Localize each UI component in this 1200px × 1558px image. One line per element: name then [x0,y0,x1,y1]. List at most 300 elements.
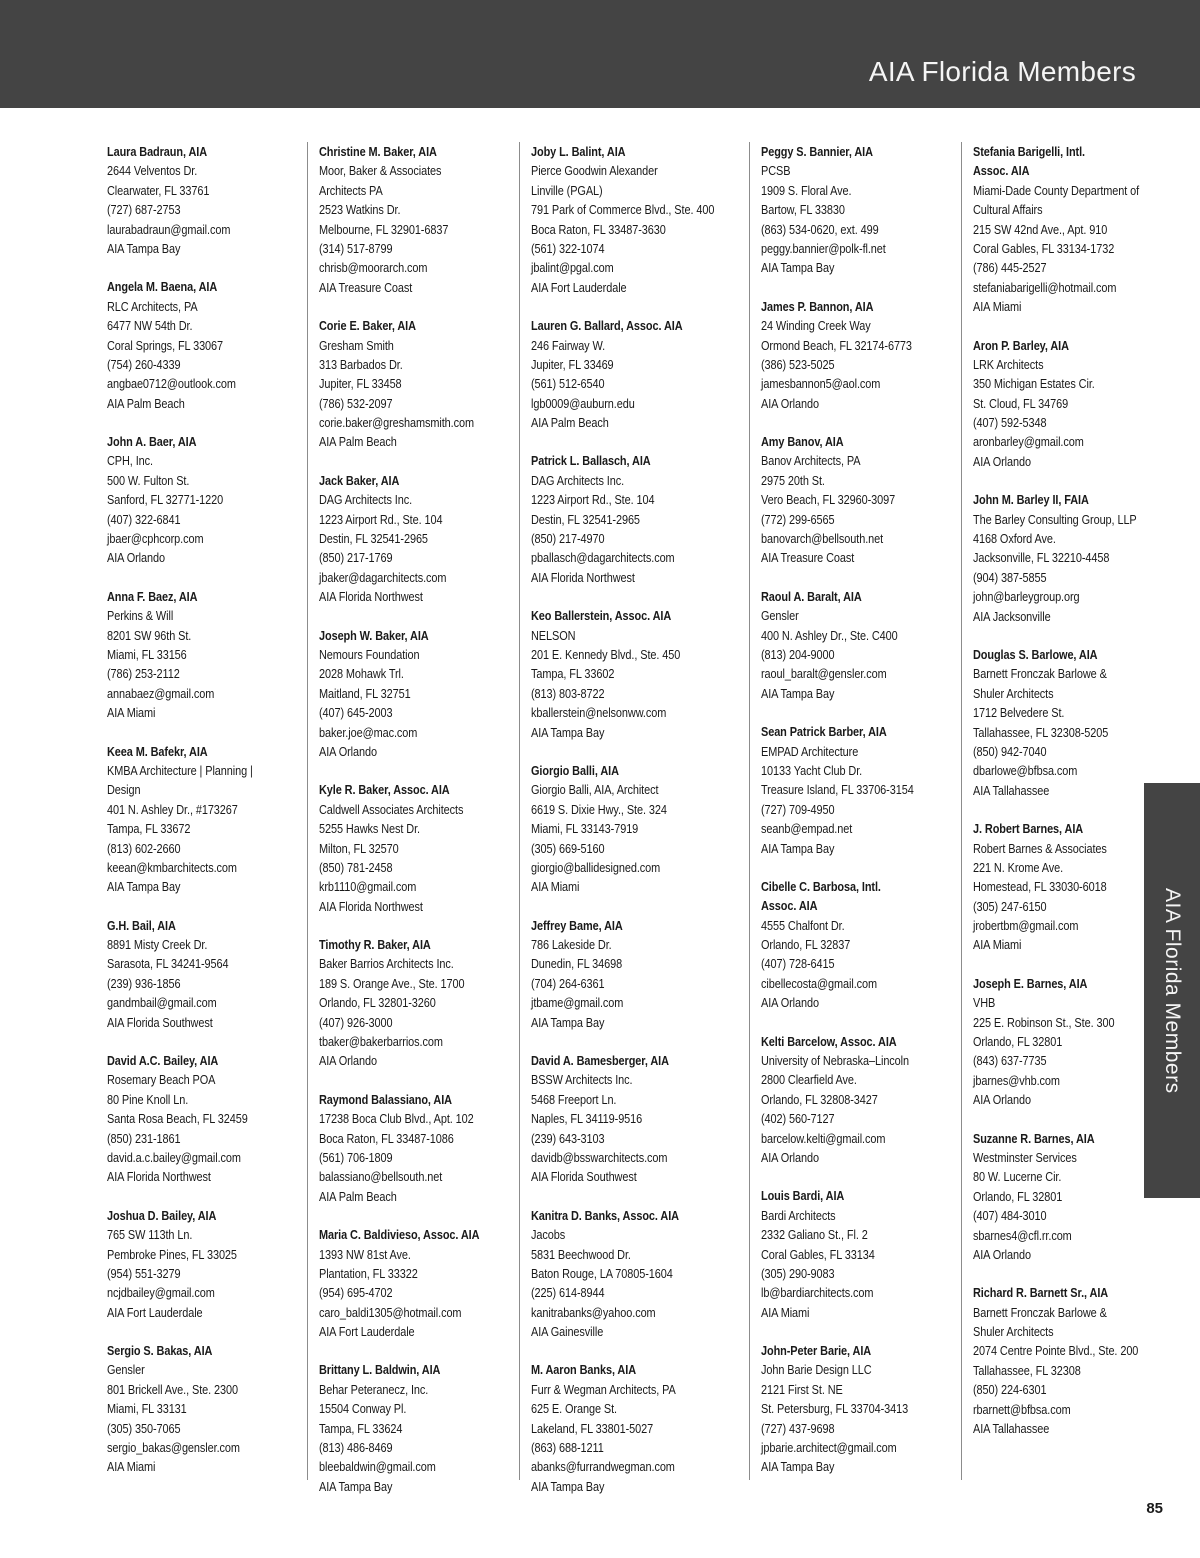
member-name: Raymond Balassiano, AIA [318,1091,452,1107]
member-name: Anna F. Baez, AIA [107,588,198,604]
member-entry [107,1341,307,1477]
member-name: Cibelle C. Barbosa, Intl. [760,878,881,894]
member-detail-line: 246 Fairway W. [530,337,606,353]
member-name: G.H. Bail, AIA [107,917,176,933]
member-detail-line: AIA Treasure Coast [760,550,854,566]
member-detail-line: Shuler Architects [972,685,1054,701]
member-name: Peggy S. Bannier, AIA [760,144,873,159]
member-detail-line: Barnett Fronczak Barlowe & [972,666,1107,682]
member-detail-line: david.a.c.bailey@gmail.com [107,1149,241,1165]
member-detail-line: 2332 Galiano St., Fl. 2 [760,1227,868,1243]
member-detail-line: Plantation, FL 33322 [318,1265,418,1281]
member-name: Timothy R. Baker, AIA [318,937,431,953]
member-detail-line: jbaer@cphcorp.com [107,531,204,547]
member-detail-line: raoul_baralt@gensler.com [760,666,887,682]
member-detail-line: (772) 299-6565 [760,511,835,527]
member-detail-line: Robert Barnes & Associates [972,840,1107,856]
member-detail-line: Westminster Services [972,1149,1077,1165]
member-detail-line: Architects PA [318,182,383,198]
member-entry [761,722,961,858]
member-detail-line: (863) 534-0620, ext. 499 [760,221,879,237]
member-name: Laura Badraun, AIA [107,144,208,159]
member-detail-line: Perkins & Will [107,608,174,624]
member-detail-line: Caldwell Associates Architects [318,801,464,817]
member-detail-line: (954) 695-4702 [318,1285,393,1301]
member-detail-line: (407) 592-5348 [972,415,1047,431]
member-detail-line: (407) 926-3000 [318,1014,393,1030]
member-detail-line: Linville (PGAL) [530,182,603,198]
member-detail-line: 2523 Watkins Dr. [318,202,401,218]
member-detail-line: (727) 437-9698 [760,1420,835,1436]
member-detail-line: Treasure Island, FL 33706-3154 [760,782,914,798]
member-detail-line: AIA Palm Beach [107,395,185,411]
member-detail-line: Milton, FL 32570 [318,840,399,856]
member-name: Keo Ballerstein, Assoc. AIA [530,608,672,624]
member-entry [107,277,307,413]
member-detail-line: (386) 523-5025 [760,356,835,372]
page-header-band [0,0,1200,108]
member-detail-line: AIA Tampa Bay [760,685,835,701]
member-name: Kyle R. Baker, Assoc. AIA [318,782,450,798]
member-detail-line: 201 E. Kennedy Blvd., Ste. 450 [530,646,681,662]
member-detail-line: Bardi Architects [760,1207,836,1223]
member-detail-line: AIA Florida Northwest [107,1169,211,1185]
member-detail-line: AIA Tallahassee [972,1421,1050,1437]
member-entry [531,916,749,1032]
member-name: Patrick L. Ballasch, AIA [530,453,651,469]
member-detail-line: VHB [972,995,995,1011]
member-detail-line: Baker Barrios Architects Inc. [318,956,454,972]
member-detail-line: AIA Orlando [760,1149,819,1165]
member-detail-line: (225) 614-8944 [530,1285,605,1301]
member-detail-line: caro_baldi1305@hotmail.com [318,1304,462,1320]
member-detail-line: 1223 Airport Rd., Ste. 104 [318,511,443,527]
member-detail-line: 6619 S. Dixie Hwy., Ste. 324 [530,801,667,817]
member-detail-line: (850) 217-4970 [530,531,605,547]
member-entry [973,1283,1173,1438]
member-detail-line: Miami, FL 33143-7919 [530,821,639,837]
member-detail-line: AIA Miami [107,1459,156,1475]
member-detail-line: Jupiter, FL 33469 [530,356,614,372]
member-detail-line: Jacksonville, FL 32210-4458 [972,550,1110,566]
member-detail-line: 5831 Beechwood Dr. [530,1246,631,1262]
directory-column-4 [761,142,962,1480]
member-entry [761,877,961,1013]
member-detail-line: 625 E. Orange St. [530,1401,617,1417]
member-detail-line: EMPAD Architecture [760,743,859,759]
member-detail-line: bleebaldwin@gmail.com [318,1459,436,1475]
member-entry [319,1225,519,1341]
member-detail-line: Gensler [107,1362,145,1378]
member-detail-line: jrobertbm@gmail.com [972,918,1079,934]
member-entry [531,316,749,432]
member-entry [107,916,307,1032]
member-detail-line: tbaker@bakerbarrios.com [318,1034,443,1050]
member-detail-line: Cultural Affairs [972,202,1043,218]
member-detail-line: 10133 Yacht Club Dr. [760,762,862,778]
member-detail-line: AIA Orlando [107,550,165,566]
member-detail-line: (305) 290-9083 [760,1265,835,1281]
member-detail-line: (727) 709-4950 [760,801,835,817]
member-name: Suzanne R. Barnes, AIA [972,1130,1095,1146]
member-detail-line: AIA Orlando [760,995,819,1011]
member-detail-line: Miami, FL 33131 [107,1401,187,1417]
member-detail-line: 2644 Velventos Dr. [107,163,198,179]
member-name: Kanitra D. Banks, Assoc. AIA [530,1207,679,1223]
member-detail-line: (407) 322-6841 [107,511,181,527]
member-detail-line: 2074 Centre Pointe Blvd., Ste. 200 [972,1343,1139,1359]
member-detail-line: 80 W. Lucerne Cir. [972,1169,1062,1185]
member-detail-line: AIA Fort Lauderdale [530,279,627,295]
member-detail-line: john@barleygroup.org [972,589,1080,605]
member-detail-line: DAG Architects Inc. [530,472,625,488]
member-detail-line: laurabadraun@gmail.com [107,221,231,237]
member-detail-line: 401 N. Ashley Dr., #173267 [107,801,238,817]
member-detail-line: (843) 637-7735 [972,1053,1047,1069]
member-name: Maria C. Baldivieso, Assoc. AIA [318,1227,480,1243]
member-detail-line: University of Nebraska–Lincoln [760,1053,909,1069]
member-entry [531,451,749,587]
directory-column-1 [107,142,308,1480]
member-detail-line: (561) 512-6540 [530,376,605,392]
member-detail-line: seanb@empad.net [760,821,852,837]
member-detail-line: gandmbail@gmail.com [107,995,217,1011]
member-detail-line: (402) 560-7127 [760,1111,835,1127]
member-detail-line: Behar Peteranecz, Inc. [318,1381,429,1397]
member-detail-line: AIA Miami [972,299,1022,315]
member-detail-line: (813) 486-8469 [318,1440,393,1456]
member-entry [319,316,519,452]
member-detail-line: Giorgio Balli, AIA, Architect [530,782,659,798]
member-detail-line: (754) 260-4339 [107,356,181,372]
member-detail-line: 4555 Chalfont Dr. [760,917,845,933]
member-detail-line: 4168 Oxford Ave. [972,531,1056,547]
member-detail-line: 2800 Clearfield Ave. [760,1072,857,1088]
member-detail-line: dbarlowe@bfbsa.com [972,763,1078,779]
member-entry [319,142,519,297]
member-entry [319,471,519,607]
member-detail-line: AIA Palm Beach [318,434,397,450]
member-detail-line: AIA Florida Southwest [107,1014,213,1030]
member-entry [761,142,961,278]
member-detail-line: AIA Palm Beach [530,415,609,431]
member-entry [319,1360,519,1496]
member-detail-line: Sanford, FL 32771-1220 [107,492,224,508]
member-name: Assoc. AIA [972,163,1030,179]
member-entry [531,142,749,297]
member-name: J. Robert Barnes, AIA [972,821,1083,837]
member-name: David A.C. Bailey, AIA [107,1053,219,1069]
member-entry [107,1051,307,1187]
member-detail-line: 791 Park of Commerce Blvd., Ste. 400 [530,202,715,218]
member-detail-line: 17238 Boca Club Blvd., Apt. 102 [318,1111,474,1127]
member-entry [107,432,307,568]
member-entry [319,1090,519,1206]
directory-columns [107,142,1164,1494]
member-detail-line: barcelow.kelti@gmail.com [760,1130,886,1146]
member-detail-line: AIA Tallahassee [972,782,1050,798]
member-detail-line: 1712 Belvedere St. [972,705,1065,721]
member-entry [761,1341,961,1477]
member-entry [761,587,961,703]
member-detail-line: Gresham Smith [318,337,394,353]
member-detail-line: (813) 602-2660 [107,840,181,856]
member-detail-line: Maitland, FL 32751 [318,685,411,701]
member-name: Christine M. Baker, AIA [318,144,437,159]
member-detail-line: St. Cloud, FL 34769 [972,395,1068,411]
member-detail-line: 1393 NW 81st Ave. [318,1246,411,1262]
member-detail-line: NELSON [530,627,576,643]
member-detail-line: sbarnes4@cfl.rr.com [972,1227,1072,1243]
member-detail-line: Gensler [760,608,799,624]
member-name: Louis Bardi, AIA [760,1188,844,1204]
member-detail-line: ncjdbailey@gmail.com [107,1285,215,1301]
member-name: John-Peter Barie, AIA [760,1343,871,1359]
member-entry [761,1032,961,1168]
member-detail-line: (407) 728-6415 [760,956,835,972]
member-detail-line: Miami, FL 33156 [107,646,187,662]
member-detail-line: corie.baker@greshamsmith.com [318,415,474,431]
member-detail-line: (305) 247-6150 [972,898,1047,914]
member-name: Keea M. Bafekr, AIA [107,743,208,759]
member-detail-line: Boca Raton, FL 33487-1086 [318,1130,454,1146]
member-detail-line: abanks@furrandwegman.com [530,1459,675,1475]
member-detail-line: Pembroke Pines, FL 33025 [107,1246,237,1262]
member-detail-line: 5468 Freeport Ln. [530,1091,617,1107]
member-detail-line: (850) 231-1861 [107,1130,181,1146]
member-detail-line: Sarasota, FL 34241-9564 [107,956,229,972]
member-entry [319,935,519,1071]
member-name: Raoul A. Baralt, AIA [760,588,862,604]
member-detail-line: Lakeland, FL 33801-5027 [530,1420,654,1436]
member-detail-line: AIA Miami [972,937,1022,953]
member-detail-line: 215 SW 42nd Ave., Apt. 910 [972,221,1107,237]
member-detail-line: LRK Architects [972,356,1044,372]
member-detail-line: AIA Florida Northwest [530,569,635,585]
member-name: Joseph W. Baker, AIA [318,627,429,643]
member-detail-line: (239) 643-3103 [530,1130,605,1146]
member-detail-line: DAG Architects Inc. [318,492,413,508]
page-number: 85 [1146,1500,1163,1517]
member-name: John A. Baer, AIA [107,434,197,450]
member-detail-line: (904) 387-5855 [972,569,1047,585]
member-detail-line: Jupiter, FL 33458 [318,376,402,392]
member-detail-line: AIA Gainesville [530,1324,604,1340]
member-detail-line: Coral Gables, FL 33134-1732 [972,240,1114,256]
member-entry [973,142,1173,317]
member-detail-line: AIA Tampa Bay [530,1478,605,1494]
member-detail-line: 5255 Hawks Nest Dr. [318,821,420,837]
member-name: Joseph E. Barnes, AIA [972,975,1088,991]
member-detail-line: Santa Rosa Beach, FL 32459 [107,1111,248,1127]
member-detail-line: (813) 803-8722 [530,685,605,701]
member-detail-line: Pierce Goodwin Alexander [530,163,658,179]
member-detail-line: AIA Orlando [972,1092,1031,1108]
member-detail-line: banovarch@bellsouth.net [760,531,883,547]
member-detail-line: pballasch@dagarchitects.com [530,550,675,566]
member-entry [531,1360,749,1496]
member-detail-line: KMBA Architecture | Planning | [107,762,253,778]
member-detail-line: (561) 706-1809 [318,1149,393,1165]
member-detail-line: 24 Winding Creek Way [760,318,871,334]
member-detail-line: 8891 Misty Creek Dr. [107,937,208,953]
member-detail-line: Orlando, FL 32801 [972,1034,1063,1050]
member-detail-line: Coral Springs, FL 33067 [107,337,224,353]
member-detail-line: Melbourne, FL 32901-6837 [318,221,449,237]
member-detail-line: chrisb@moorarch.com [318,260,428,276]
member-detail-line: 400 N. Ashley Dr., Ste. C400 [760,627,898,643]
member-detail-line: (704) 264-6361 [530,975,605,991]
member-entry [107,587,307,723]
member-name: Brittany L. Baldwin, AIA [318,1362,441,1378]
section-edge-tab-label: AIA Florida Members [1161,887,1184,1094]
member-name: Amy Banov, AIA [760,434,844,450]
member-name: Assoc. AIA [760,898,818,914]
member-detail-line: 80 Pine Knoll Ln. [107,1091,189,1107]
member-detail-line: Dunedin, FL 34698 [530,956,623,972]
member-name: Angela M. Baena, AIA [107,279,218,295]
member-detail-line: (561) 322-1074 [530,240,605,256]
member-detail-line: RLC Architects, PA [107,298,198,314]
member-detail-line: Tampa, FL 33624 [318,1420,403,1436]
member-entry [761,1186,961,1322]
member-name: Douglas S. Barlowe, AIA [972,646,1098,662]
member-entry [531,606,749,742]
member-detail-line: 765 SW 113th Ln. [107,1227,193,1243]
member-name: John M. Barley II, FAIA [972,492,1089,508]
member-detail-line: kballerstein@nelsonww.com [530,705,667,721]
member-detail-line: AIA Jacksonville [972,608,1051,624]
member-detail-line: lb@bardiarchitects.com [760,1285,874,1301]
member-detail-line: Tallahassee, FL 32308-5205 [972,724,1109,740]
member-detail-line: (305) 669-5160 [530,840,605,856]
member-entry [973,490,1173,626]
directory-column-2 [318,142,520,1494]
member-detail-line: (813) 204-9000 [760,646,835,662]
member-detail-line: jtbame@gmail.com [530,995,624,1011]
member-detail-line: Orlando, FL 32837 [760,937,851,953]
member-detail-line: jbalint@pgal.com [530,260,614,276]
member-entry [319,780,519,916]
member-detail-line: Tampa, FL 33672 [107,821,191,837]
member-detail-line: AIA Orlando [760,395,819,411]
member-detail-line: 2975 20th St. [760,472,825,488]
member-detail-line: (786) 253-2112 [107,666,180,682]
member-detail-line: AIA Fort Lauderdale [318,1324,415,1340]
member-entry [973,336,1173,472]
member-name: Lauren G. Ballard, Assoc. AIA [530,318,683,334]
member-detail-line: (239) 936-1856 [107,975,181,991]
member-detail-line: jbarnes@vhb.com [972,1072,1060,1088]
member-detail-line: Orlando, FL 32801-3260 [318,995,436,1011]
member-detail-line: krb1110@gmail.com [318,879,417,895]
member-detail-line: AIA Tampa Bay [107,240,181,256]
member-detail-line: 2121 First St. NE [760,1381,843,1397]
member-detail-line: Naples, FL 34119-9516 [530,1111,643,1127]
member-detail-line: Bartow, FL 33830 [760,202,845,218]
member-entry [531,761,749,897]
member-name: Aron P. Barley, AIA [972,337,1069,353]
member-detail-line: The Barley Consulting Group, LLP [972,511,1137,527]
member-detail-line: Orlando, FL 32808-3427 [760,1091,878,1107]
member-detail-line: Miami-Dade County Department of [972,182,1139,198]
member-name: Corie E. Baker, AIA [318,318,416,334]
member-detail-line: Banov Architects, PA [760,453,861,469]
member-detail-line: (407) 645-2003 [318,705,393,721]
member-detail-line: AIA Treasure Coast [318,279,413,295]
member-detail-line: kanitrabanks@yahoo.com [530,1304,656,1320]
member-detail-line: AIA Orlando [972,1246,1031,1262]
member-detail-line: (786) 532-2097 [318,395,393,411]
member-entry [107,742,307,897]
member-detail-line: AIA Miami [107,705,156,721]
member-detail-line: annabaez@gmail.com [107,685,215,701]
member-detail-line: Rosemary Beach POA [107,1072,216,1088]
member-detail-line: 1223 Airport Rd., Ste. 104 [530,492,655,508]
member-detail-line: Tallahassee, FL 32308 [972,1362,1081,1378]
member-detail-line: angbae0712@outlook.com [107,376,236,392]
member-detail-line: peggy.bannier@polk-fl.net [760,240,886,256]
member-detail-line: AIA Miami [760,1304,810,1320]
member-detail-line: 350 Michigan Estates Cir. [972,376,1095,392]
member-detail-line: (863) 688-1211 [530,1440,604,1456]
member-detail-line: Barnett Fronczak Barlowe & [972,1304,1107,1320]
member-detail-line: AIA Tampa Bay [760,260,835,276]
member-detail-line: AIA Orlando [972,453,1031,469]
member-detail-line: 8201 SW 96th St. [107,627,192,643]
member-detail-line: 2028 Mohawk Trl. [318,666,404,682]
member-detail-line: John Barie Design LLC [760,1362,872,1378]
member-detail-line: PCSB [760,163,791,179]
member-name: Giorgio Balli, AIA [530,762,619,778]
member-detail-line: 221 N. Krome Ave. [972,859,1063,875]
member-detail-line: St. Petersburg, FL 33704-3413 [760,1401,908,1417]
member-detail-line: AIA Tampa Bay [318,1478,393,1494]
section-edge-tab [1144,783,1200,1198]
member-entry [107,1206,307,1322]
member-detail-line: (850) 781-2458 [318,859,393,875]
member-detail-line: 15504 Conway Pl. [318,1401,407,1417]
member-detail-line: Clearwater, FL 33761 [107,182,210,198]
member-name: Joby L. Balint, AIA [530,144,626,159]
member-name: Jack Baker, AIA [318,472,400,488]
member-detail-line: 786 Lakeside Dr. [530,937,612,953]
member-detail-line: Nemours Foundation [318,646,420,662]
member-detail-line: Jacobs [530,1227,566,1243]
member-detail-line: (850) 942-7040 [972,743,1047,759]
member-detail-line: 1909 S. Floral Ave. [760,182,852,198]
member-detail-line: cibellecosta@gmail.com [760,975,877,991]
member-name: Richard R. Barnett Sr., AIA [972,1285,1108,1301]
member-detail-line: rbarnett@bfbsa.com [972,1401,1071,1417]
member-detail-line: AIA Tampa Bay [760,840,835,856]
member-detail-line: 225 E. Robinson St., Ste. 300 [972,1014,1115,1030]
member-detail-line: Boca Raton, FL 33487-3630 [530,221,666,237]
member-entry [319,626,519,762]
member-detail-line: baker.joe@mac.com [318,724,418,740]
member-detail-line: AIA Orlando [318,1053,377,1069]
member-detail-line: AIA Fort Lauderdale [107,1304,203,1320]
member-name: Joshua D. Bailey, AIA [107,1207,217,1223]
member-detail-line: BSSW Architects Inc. [530,1072,633,1088]
member-detail-line: jbaker@dagarchitects.com [318,569,447,585]
member-detail-line: Baton Rouge, LA 70805-1604 [530,1265,673,1281]
member-detail-line: AIA Florida Northwest [318,589,423,605]
member-detail-line: AIA Palm Beach [318,1188,397,1204]
member-detail-line: (407) 484-3010 [972,1208,1047,1224]
member-detail-line: keean@kmbarchitects.com [107,859,237,875]
member-entry [107,142,307,258]
